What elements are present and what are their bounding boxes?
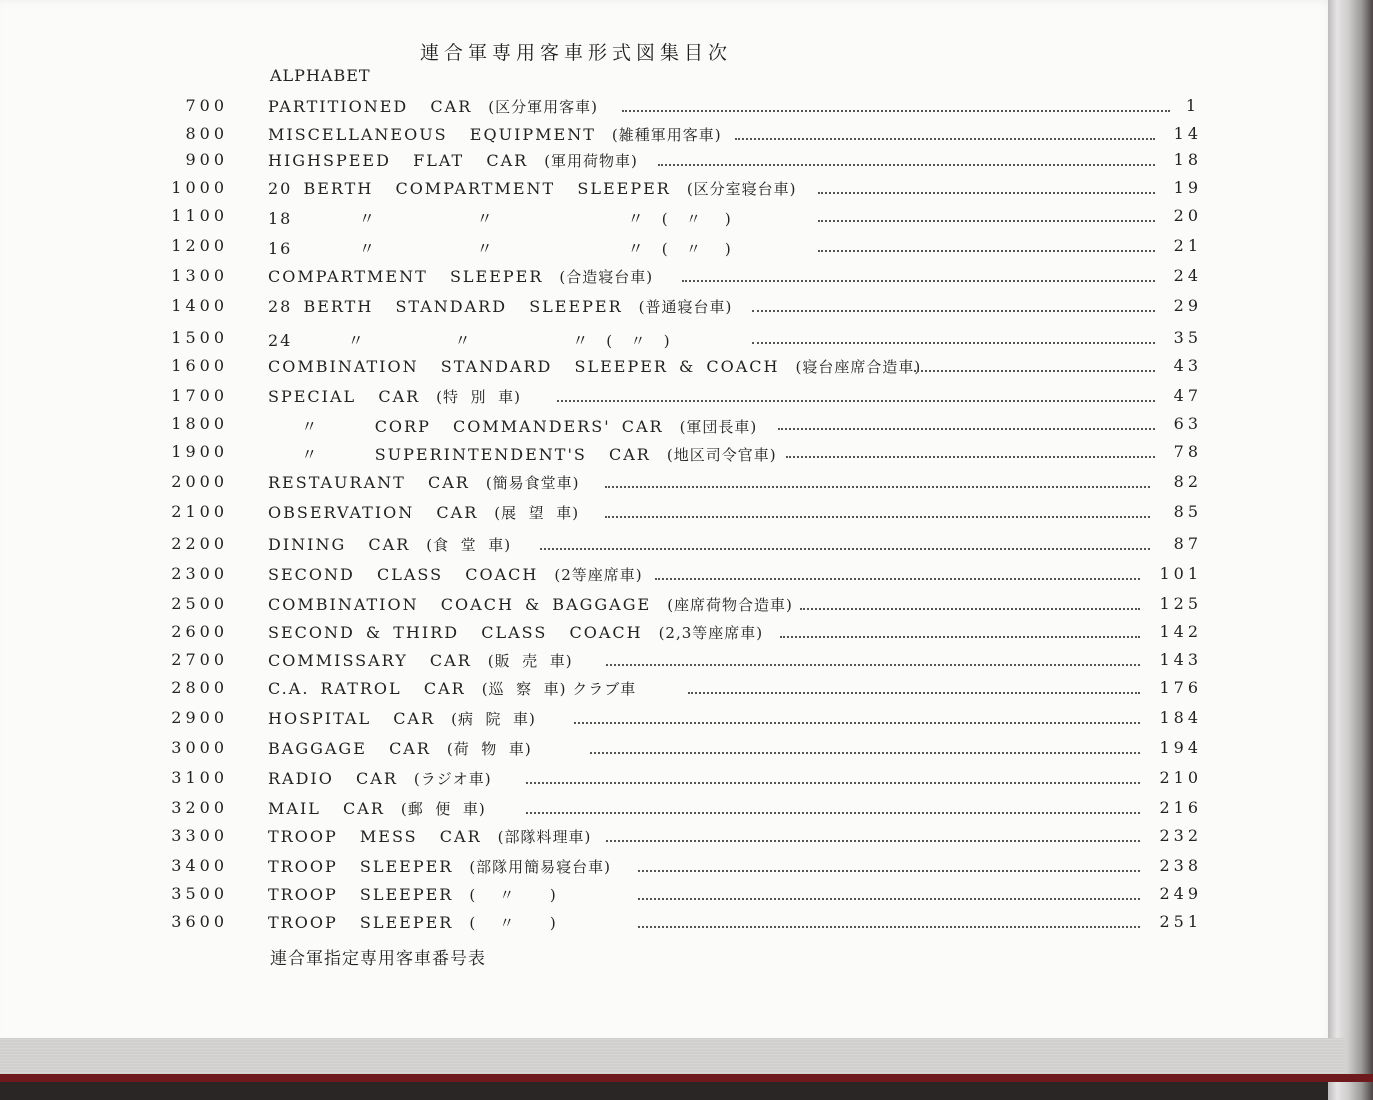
- toc-entry: [268, 650, 573, 671]
- page-number: 101: [1159, 564, 1202, 583]
- car-number: 1400: [171, 296, 228, 315]
- dot-leader: [655, 578, 1140, 580]
- page-number: 143: [1159, 650, 1202, 669]
- toc-row: [0, 356, 1335, 380]
- car-type-japanese: (区分室寝台車): [686, 180, 797, 198]
- toc-entry: [268, 472, 580, 493]
- toc-row: [0, 206, 1335, 230]
- toc-entry: [268, 296, 732, 317]
- toc-row: [0, 884, 1335, 908]
- car-type-label: TROOP SLEEPER: [268, 857, 454, 876]
- car-type-label: TROOP SLEEPER: [268, 913, 454, 932]
- toc-entry: [268, 826, 591, 847]
- page-number: 24: [1173, 266, 1202, 285]
- toc-entry: [268, 502, 579, 523]
- dot-leader: [622, 110, 1170, 112]
- dot-leader: [540, 548, 1150, 550]
- car-number: 800: [185, 124, 228, 143]
- toc-row: [0, 124, 1335, 148]
- page-number: 43: [1173, 356, 1202, 375]
- dot-leader: [605, 486, 1150, 488]
- dot-leader: [735, 138, 1155, 140]
- dot-leader: [818, 250, 1155, 252]
- toc-entry: [268, 356, 921, 377]
- car-type-japanese: (荷 物 車): [446, 740, 532, 758]
- dot-leader: [574, 722, 1140, 724]
- car-type-label: BAGGAGE CAR: [268, 739, 431, 758]
- car-type-japanese: ( 〃 ): [469, 914, 557, 932]
- car-type-label: OBSERVATION CAR: [268, 503, 479, 522]
- car-number: 3000: [171, 738, 228, 757]
- dot-leader: [590, 752, 1140, 754]
- page-number: 232: [1159, 826, 1202, 845]
- car-type-label: SECOND & THIRD CLASS COACH: [268, 623, 643, 642]
- car-type-japanese: (郵 便 車): [400, 800, 486, 818]
- car-type-japanese: (地区司令官車): [666, 446, 777, 464]
- toc-row: [0, 442, 1335, 466]
- car-type-label: SECOND CLASS COACH: [268, 565, 539, 584]
- car-type-label: DINING CAR: [268, 535, 411, 554]
- car-number: 1000: [171, 178, 228, 197]
- dot-leader: [526, 812, 1140, 814]
- dot-leader: [786, 456, 1155, 458]
- page-number: 176: [1159, 678, 1202, 697]
- car-type-label: RADIO CAR: [268, 769, 398, 788]
- car-type-japanese: (区分軍用客車): [488, 98, 598, 116]
- car-type-japanese: ( 〃 ): [606, 332, 671, 350]
- page-number: 194: [1159, 738, 1202, 757]
- page-number: 87: [1173, 534, 1202, 553]
- car-type-japanese: (部隊用簡易寝台車): [469, 858, 612, 876]
- dot-leader: [606, 664, 1140, 666]
- toc-entry: [268, 266, 653, 287]
- toc-entry: [268, 124, 722, 145]
- toc-row: [0, 178, 1335, 202]
- car-type-japanese: (食 堂 車): [426, 536, 512, 554]
- car-type-label: 20 BERTH COMPARTMENT SLEEPER: [268, 179, 671, 198]
- dot-leader: [688, 692, 1140, 694]
- toc-row: [0, 236, 1335, 260]
- dot-leader: [682, 280, 1155, 282]
- toc-entry: [268, 386, 521, 407]
- toc-entry: [268, 206, 732, 229]
- toc-entry: [268, 534, 511, 555]
- toc-entry: [268, 738, 532, 759]
- page-number: 47: [1173, 386, 1202, 405]
- dot-leader: [638, 870, 1140, 872]
- car-type-japanese: (簡易食堂車): [485, 474, 580, 492]
- dot-leader: [638, 898, 1140, 900]
- dot-leader: [752, 342, 1155, 344]
- toc-row: [0, 328, 1335, 352]
- car-number: 2700: [171, 650, 228, 669]
- page-number: 251: [1159, 912, 1202, 931]
- car-type-label: COMMISSARY CAR: [268, 651, 472, 670]
- page-number: 19: [1173, 178, 1202, 197]
- car-type-japanese: (2等座席車): [554, 566, 643, 584]
- page-number: 14: [1173, 124, 1202, 143]
- toc-entry: [268, 414, 757, 437]
- dot-leader: [557, 400, 1155, 402]
- toc-row: [0, 768, 1335, 792]
- page-number: 1: [1185, 96, 1200, 115]
- toc-row: [0, 678, 1335, 702]
- page-number: 184: [1159, 708, 1202, 727]
- page-title: 連合軍専用客車形式図集目次: [420, 42, 733, 64]
- car-number: 3400: [171, 856, 228, 875]
- toc-entry: [268, 622, 763, 643]
- car-number: 1100: [171, 206, 228, 225]
- car-type-label: HOSPITAL CAR: [268, 709, 436, 728]
- dot-leader: [818, 192, 1155, 194]
- car-number: 2800: [171, 678, 228, 697]
- dot-leader: [780, 636, 1140, 638]
- car-type-label: PARTITIONED CAR: [268, 97, 473, 116]
- page-number: 63: [1173, 414, 1202, 433]
- car-number: 1900: [171, 442, 228, 461]
- dot-leader: [800, 608, 1140, 610]
- car-type-japanese: (巡 察 車) クラブ車: [481, 680, 637, 698]
- toc-row: [0, 912, 1335, 936]
- car-type-label: RESTAURANT CAR: [268, 473, 470, 492]
- car-type-label: COMPARTMENT SLEEPER: [268, 267, 544, 286]
- toc-row: [0, 266, 1335, 290]
- toc-row: [0, 564, 1335, 588]
- car-number: 2200: [171, 534, 228, 553]
- page-number: 216: [1159, 798, 1202, 817]
- car-type-japanese: (ラジオ車): [413, 770, 492, 788]
- toc-entry: [268, 798, 486, 819]
- car-type-label: C.A. RATROL CAR: [268, 679, 466, 698]
- car-type-japanese: (展 望 車): [494, 504, 580, 522]
- car-type-label: 24 〃 〃 〃: [268, 331, 591, 350]
- toc-entry: [268, 564, 643, 585]
- car-type-japanese: ( 〃 ): [661, 210, 732, 228]
- car-number: 3200: [171, 798, 228, 817]
- car-number: 1200: [171, 236, 228, 255]
- car-type-japanese: (寝台座席合造車): [795, 358, 922, 376]
- car-number: 3100: [171, 768, 228, 787]
- car-number: 2900: [171, 708, 228, 727]
- toc-entry: [268, 96, 598, 117]
- dot-leader: [818, 220, 1155, 222]
- car-type-japanese: (病 院 車): [451, 710, 536, 728]
- car-type-japanese: (合造寝台車): [559, 268, 654, 286]
- toc-row: [0, 386, 1335, 410]
- car-type-japanese: (普通寝台車): [638, 298, 733, 316]
- toc-row: [0, 472, 1335, 496]
- toc-entry: [268, 442, 777, 465]
- dot-leader: [752, 310, 1155, 312]
- car-type-japanese: (軍用荷物車): [544, 152, 638, 170]
- toc-row: [0, 856, 1335, 880]
- car-number: 2300: [171, 564, 228, 583]
- page-number: 125: [1159, 594, 1202, 613]
- toc-row: [0, 594, 1335, 618]
- car-type-label: MAIL CAR: [268, 799, 385, 818]
- car-number: 2100: [171, 502, 228, 521]
- page-number: 18: [1173, 150, 1202, 169]
- car-type-japanese: ( 〃 ): [661, 240, 732, 258]
- car-type-label: MISCELLANEOUS EQUIPMENT: [268, 125, 596, 144]
- toc-row: [0, 738, 1335, 762]
- page-number: 210: [1159, 768, 1202, 787]
- toc-entry: [268, 236, 732, 259]
- car-number: 1300: [171, 266, 228, 285]
- toc-entry: [268, 856, 611, 877]
- car-type-label: COMBINATION STANDARD SLEEPER & COACH: [268, 357, 780, 376]
- toc-row: [0, 826, 1335, 850]
- car-type-japanese: ( 〃 ): [469, 886, 557, 904]
- car-number: 3600: [171, 912, 228, 931]
- toc-row: [0, 708, 1335, 732]
- car-number: 1500: [171, 328, 228, 347]
- dot-leader: [526, 782, 1140, 784]
- car-number: 700: [185, 96, 228, 115]
- car-number: 3300: [171, 826, 228, 845]
- car-type-label: 16 〃 〃 〃: [268, 239, 646, 258]
- page-number: 238: [1159, 856, 1202, 875]
- toc-row: [0, 622, 1335, 646]
- car-type-label: SPECIAL CAR: [268, 387, 421, 406]
- car-number: 2000: [171, 472, 228, 491]
- toc-entry: [268, 328, 671, 351]
- car-type-japanese: (雑種軍用客車): [611, 126, 722, 144]
- car-type-japanese: (部隊料理車): [497, 828, 592, 846]
- toc-entry: [268, 150, 638, 171]
- car-type-japanese: (軍団長車): [679, 418, 758, 436]
- page-number: 249: [1159, 884, 1202, 903]
- toc-entry: [268, 678, 636, 699]
- dot-leader: [606, 840, 1140, 842]
- toc-row: [0, 150, 1335, 174]
- page-number: 21: [1173, 236, 1202, 255]
- section-heading: ALPHABET: [270, 66, 371, 85]
- car-number: 2600: [171, 622, 228, 641]
- book-cover-edge: [0, 1074, 1373, 1082]
- car-number: 1700: [171, 386, 228, 405]
- car-number: 1800: [171, 414, 228, 433]
- dot-leader: [605, 516, 1150, 518]
- page-number: 20: [1173, 206, 1202, 225]
- toc-row: [0, 502, 1335, 526]
- car-number: 900: [185, 150, 228, 169]
- page-number: 85: [1173, 502, 1202, 521]
- toc-row: [0, 296, 1335, 320]
- page-number: 78: [1173, 442, 1202, 461]
- car-type-japanese: (座席荷物合造車): [667, 596, 793, 614]
- car-type-japanese: (特 別 車): [436, 388, 521, 406]
- page-number: 142: [1159, 622, 1202, 641]
- page-number: 35: [1173, 328, 1202, 347]
- car-type-label: HIGHSPEED FLAT CAR: [268, 151, 529, 170]
- car-type-label: 18 〃 〃 〃: [268, 209, 646, 228]
- car-number: 3500: [171, 884, 228, 903]
- car-type-label: TROOP MESS CAR: [268, 827, 482, 846]
- toc-row: [0, 96, 1335, 120]
- car-type-label: 28 BERTH STANDARD SLEEPER: [268, 297, 623, 316]
- car-number: 1600: [171, 356, 228, 375]
- car-type-label: COMBINATION COACH & BAGGAGE: [268, 595, 652, 614]
- car-type-label: 〃 CORP COMMANDERS' CAR: [268, 417, 664, 436]
- toc-entry: [268, 768, 492, 789]
- car-type-label: 〃 SUPERINTENDENT'S CAR: [268, 445, 651, 464]
- toc-row: [0, 534, 1335, 558]
- toc-entry: [268, 708, 536, 729]
- toc-entry: [268, 884, 557, 905]
- page-number: 82: [1173, 472, 1202, 491]
- toc-entry: [268, 912, 557, 933]
- footer-reference: 連合軍指定専用客車番号表: [270, 949, 486, 969]
- car-type-japanese: (2,3等座席車): [658, 624, 764, 642]
- page-stack-bottom: [0, 1038, 1345, 1078]
- toc-row: [0, 650, 1335, 674]
- toc-entry: [268, 594, 793, 615]
- car-type-japanese: (販 売 車): [487, 652, 573, 670]
- page-edge: [1328, 0, 1373, 1100]
- dot-leader: [638, 926, 1140, 928]
- car-type-label: TROOP SLEEPER: [268, 885, 454, 904]
- dot-leader: [914, 370, 1155, 372]
- dot-leader: [778, 428, 1155, 430]
- page-number: 29: [1173, 296, 1202, 315]
- dot-leader: [658, 164, 1155, 166]
- car-number: 2500: [171, 594, 228, 613]
- toc-entry: [268, 178, 797, 199]
- toc-row: [0, 414, 1335, 438]
- toc-row: [0, 798, 1335, 822]
